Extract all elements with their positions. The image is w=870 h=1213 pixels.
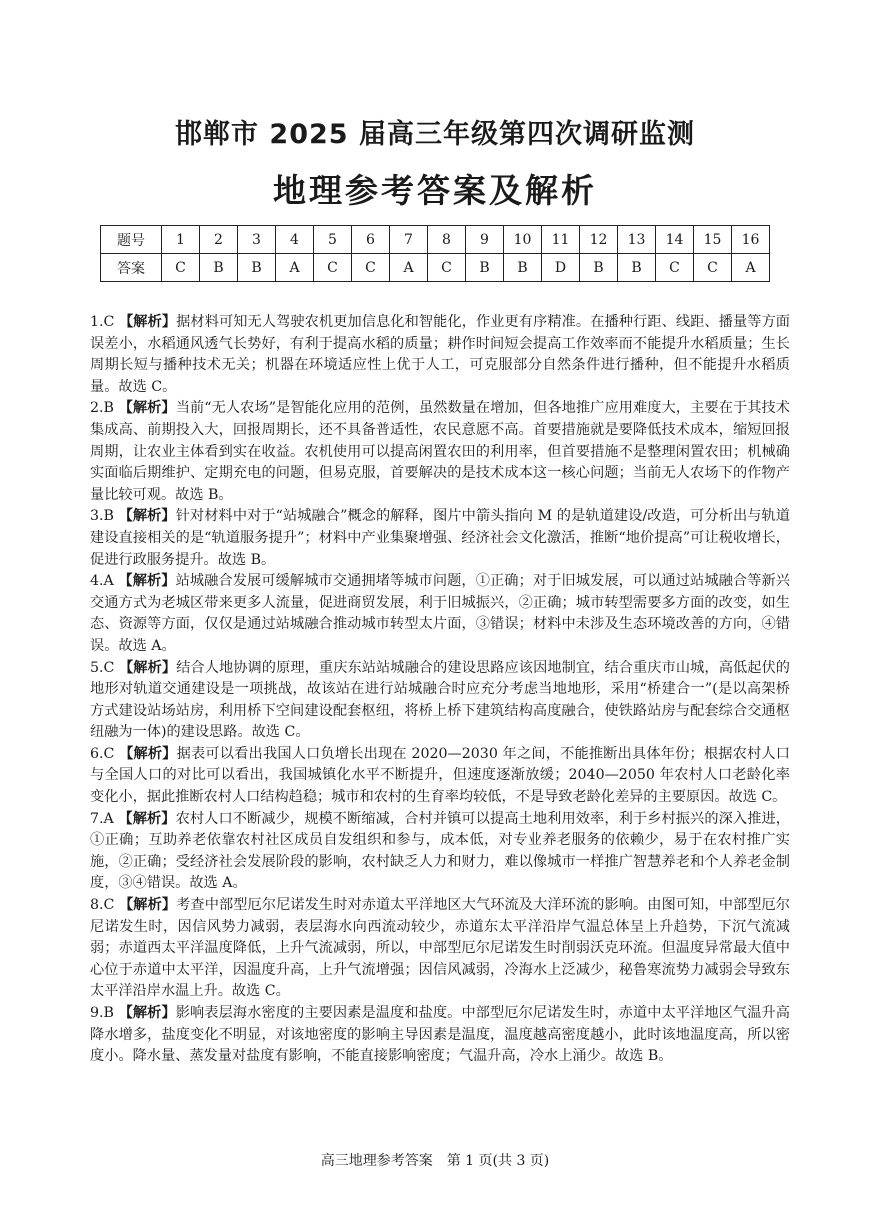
question-number-cell: 10 xyxy=(504,226,542,254)
explanation-number: 7.A xyxy=(90,810,114,827)
answer-cell: B xyxy=(466,254,504,282)
explanation-number: 2.B xyxy=(90,400,114,417)
explanation-item xyxy=(90,398,790,506)
question-number-cell: 4 xyxy=(276,226,314,254)
explanation-tag: 【解析】 xyxy=(118,1005,176,1021)
explanation-text: 结合人地协调的原理，重庆东站站城融合的建设思路应该因地制宜，结合重庆市山城，高低起伏的地形对轨道交通建设是一项挑战，故该站在进行站城融合时应充分考虑当地地形，采用“桥建合一”(是以高架桥方式建设站场站房，利用桥下空间建设配套枢纽，将桥上桥下建筑结构高度融合，使铁路站房与配套综合交通枢纽融为一体)的建设思路。故选 C。 xyxy=(90,659,790,741)
question-number-cell: 2 xyxy=(200,226,238,254)
explanation-text: 据表可以看出我国人口负增长出现在 2020—2030 年之间，不能推断出具体年份；根据农村人口与全国人口的对比可以看出，我国城镇化水平不断提升，但速度逐渐放缓；2040—2050 年农村人口老龄化率变化小，据此推断农村人口结构趋稳；城市和农村的生育率均较低，不是导致老龄化差异的主要原因。故选 C。 xyxy=(90,745,790,806)
explanation-number: 5.C xyxy=(90,659,115,676)
explanation-text: 据材料可知无人驾驶农机更加信息化和智能化，作业更有序精准。在播种行距、线距、播量等方面误差小，水稻通风透气长势好，有利于提高水稻的质量；耕作时间短会提高工作效率而不能提升水稻质量；生长周期长短与播种技术无关；机器在环境适应性上优于人工，可克服部分自然条件进行播种，但不能提升水稻质量。故选 C。 xyxy=(90,314,790,395)
document-subtitle: 地理参考答案及解析 xyxy=(273,171,597,210)
answer-cell: B xyxy=(238,254,276,282)
question-number-cell: 8 xyxy=(428,226,466,254)
explanation-tag: 【解析】 xyxy=(119,745,177,762)
explanation-number: 8.C xyxy=(90,897,115,914)
explanation-text: 站城融合发展可缓解城市交通拥堵等城市问题，①正确；对于旧城发展，可以通过站城融合等新兴交通方式为老城区带来更多人流量，促进商贸发展，利于旧城振兴，②正确；城市转型需要多方面的改变，如生态、资源等方面，仅仅是通过站城融合推动城市转型太片面，③错误；材料中未涉及生态环境改善的方向，④错误。故选 A。 xyxy=(90,573,790,654)
answer-cell: C xyxy=(314,254,352,282)
explanation-number: 6.C xyxy=(90,745,115,762)
explanation-item xyxy=(90,571,790,657)
answer-cell: C xyxy=(428,254,466,282)
answer-cell: B xyxy=(580,254,618,282)
explanation-text: 当前“无人农场”是智能化应用的范例，虽然数量在增加，但各地推广应用难度大，主要在于其技术集成高、前期投入大，回报周期长，还不具备普适性，农民意愿不高。首要措施就是要降低技术成本，缩短回报周期，让农业主体看到实在收益。农机使用可以提高闲置农田的利用率，但首要措施不是整理闲置农田；机械确实面临后期维护、定期充电的问题，但易克服，首要解决的是技术成本这一核心问题；当前无人农场下的作物产量比较可观。故选 B。 xyxy=(90,400,790,503)
explanations-list xyxy=(90,312,790,1068)
answer-cell: B xyxy=(200,254,238,282)
question-number-cell: 3 xyxy=(238,226,276,254)
explanation-tag: 【解析】 xyxy=(118,810,176,827)
answer-row xyxy=(101,254,770,282)
explanation-text: 农村人口不断减少，规模不断缩减，合村并镇可以提高土地利用效率，利于乡村振兴的深入推进，①正确；互助养老依靠农村社区成员自发组织和参与，成本低，对专业养老服务的依赖少，易于在农村推广实施，②正确；受经济社会发展阶段的影响，农村缺乏人力和财力，难以像城市一样推广智慧养老和个人养老金制度，③④错误。故选 A。 xyxy=(90,810,790,892)
explanation-tag: 【解析】 xyxy=(119,659,177,676)
explanation-tag: 【解析】 xyxy=(119,897,177,914)
answer-cell: A xyxy=(390,254,428,282)
question-number-cell: 16 xyxy=(732,226,770,254)
explanation-text: 针对材料中对于“站城融合”概念的解释，图片中箭头指向 M 的是轨道建设/改造，可分析出与轨道建设直接相关的是“轨道服务提升”；材料中产业集聚增强、经济社会文化激活，推断“地价提高”可让税收增长，促进行政服务提升。故选 B。 xyxy=(90,508,790,568)
explanation-tag: 【解析】 xyxy=(119,314,177,330)
row-label-numbers: 题号 xyxy=(101,226,162,254)
explanation-item xyxy=(90,658,790,744)
question-number-cell: 12 xyxy=(580,226,618,254)
explanation-item xyxy=(90,1003,790,1068)
answer-cell: A xyxy=(732,254,770,282)
answer-table xyxy=(100,225,770,282)
answer-cell: C xyxy=(694,254,732,282)
answer-cell: D xyxy=(542,254,580,282)
question-number-cell: 9 xyxy=(466,226,504,254)
document-title: 邯郸市 2025 届高三年级第四次调研监测 xyxy=(175,119,695,150)
page-footer: 高三地理参考答案 第 1 页(共 3 页) xyxy=(320,1153,550,1169)
question-number-cell: 5 xyxy=(314,226,352,254)
question-number-cell: 7 xyxy=(390,226,428,254)
question-number-cell: 15 xyxy=(694,226,732,254)
explanation-number: 1.C xyxy=(90,314,115,330)
explanation-tag: 【解析】 xyxy=(118,573,176,590)
explanation-tag: 【解析】 xyxy=(118,508,176,525)
explanation-item xyxy=(90,312,790,398)
question-number-cell: 13 xyxy=(618,226,656,254)
explanation-tag: 【解析】 xyxy=(118,400,176,417)
explanation-item xyxy=(90,506,790,571)
answer-cell: C xyxy=(656,254,694,282)
explanation-number: 9.B xyxy=(90,1005,114,1021)
question-number-cell: 6 xyxy=(352,226,390,254)
explanation-text: 考查中部型厄尔尼诺发生时对赤道太平洋地区大气环流及大洋环流的影响。由图可知，中部型厄尔尼诺发生时，因信风势力减弱，表层海水向西流动较少，赤道东太平洋沿岸气温总体呈上升趋势，下沉气流减弱；赤道西太平洋温度降低，上升气流减弱，所以，中部型厄尔尼诺发生时削弱沃克环流。但温度异常最大值中心位于赤道中太平洋，因温度升高，上升气流增强；因信风减弱，冷海水上泛减少，秘鲁寒流势力减弱会导致东太平洋沿岸水温上升。故选 C。 xyxy=(90,897,790,1000)
explanation-item xyxy=(90,895,790,1003)
question-number-row xyxy=(101,226,770,254)
question-number-cell: 11 xyxy=(542,226,580,254)
explanation-text: 影响表层海水密度的主要因素是温度和盐度。中部型厄尔尼诺发生时，赤道中太平洋地区气温升高降水增多，盐度变化不明显，对该地密度的影响主导因素是温度，温度越高密度越小，此时该地温度高，所以密度小。降水量、蒸发量对盐度有影响，不能直接影响密度；气温升高，冷水上涌少。故选 B。 xyxy=(90,1005,790,1065)
explanation-number: 4.A xyxy=(90,573,114,590)
answer-cell: A xyxy=(276,254,314,282)
explanation-number: 3.B xyxy=(90,508,114,525)
answer-cell: C xyxy=(352,254,390,282)
question-number-cell: 14 xyxy=(656,226,694,254)
explanation-item xyxy=(90,809,790,895)
answer-cell: C xyxy=(162,254,200,282)
row-label-answers: 答案 xyxy=(101,254,162,282)
answer-cell: B xyxy=(618,254,656,282)
explanation-item xyxy=(90,744,790,809)
question-number-cell: 1 xyxy=(162,226,200,254)
answer-cell: B xyxy=(504,254,542,282)
